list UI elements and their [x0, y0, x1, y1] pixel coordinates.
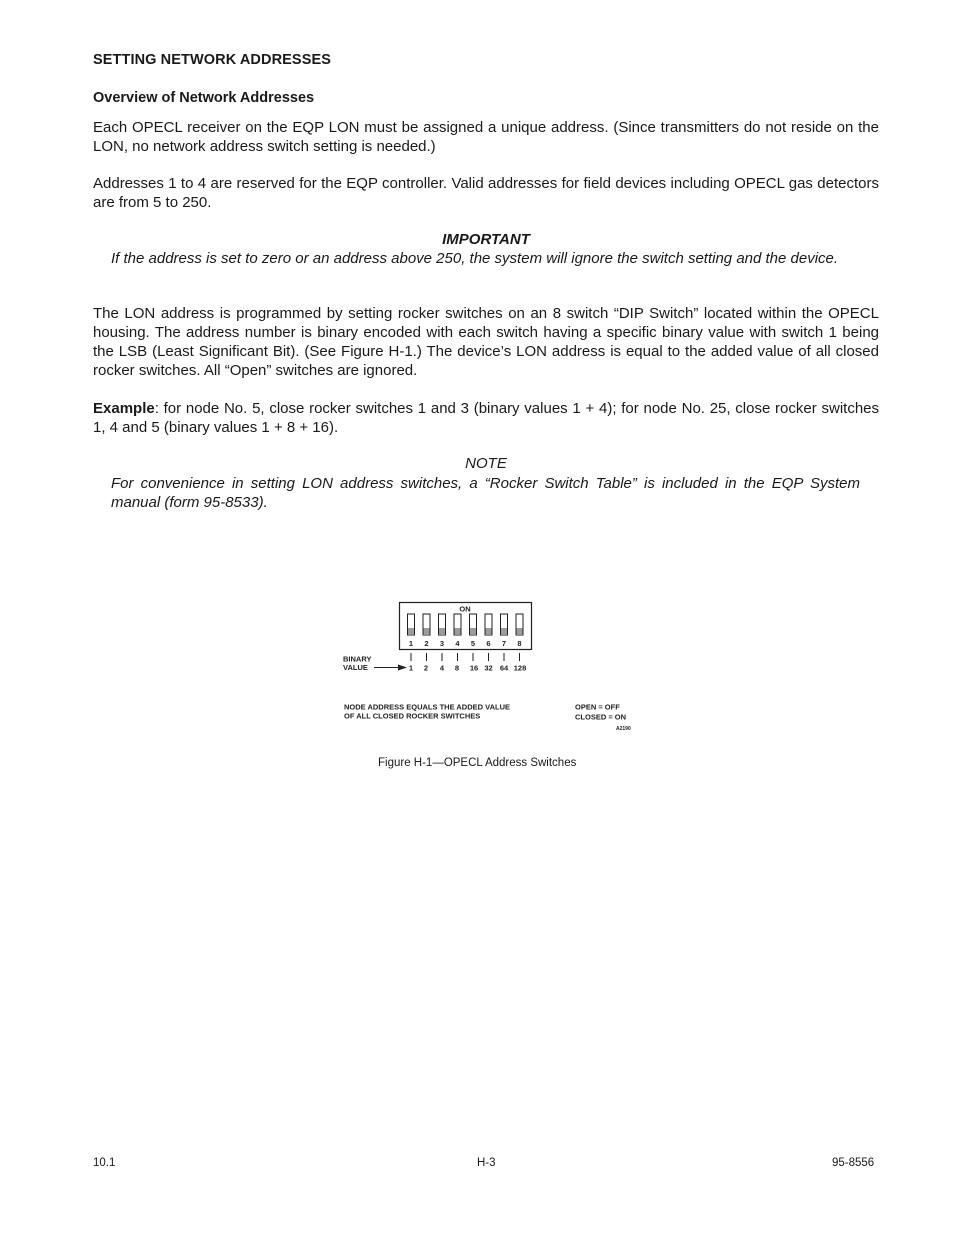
rocker-switch-4 [454, 614, 461, 635]
binary-value-4: 4 [439, 663, 445, 673]
rocker-switch-group [408, 614, 524, 635]
section-heading: SETTING NETWORK ADDRESSES [93, 52, 332, 68]
switch-number-2: 2 [424, 639, 429, 648]
note-title: NOTE [465, 455, 507, 472]
on-label: ON [459, 604, 471, 614]
binary-label-line2: VALUE [343, 663, 368, 672]
important-title: IMPORTANT [442, 231, 530, 248]
rocker-switch-6 [485, 614, 492, 635]
switch-number-5: 5 [470, 639, 476, 648]
paragraph-unique-address: Each OPECL receiver on the EQP LON must be assigned a unique address. (Since transmitters do not reside on the LON, no network address switch setting is needed.) [93, 119, 879, 155]
paragraph-reserved-addresses: Addresses 1 to 4 are reserved for the EQP controller. Valid addresses for field devices including OPECL gas detectors are from 5 to 250. [93, 175, 879, 211]
node-note-line1: NODE ADDRESS EQUALS THE ADDED VALUE [344, 702, 510, 712]
note-body: For convenience in setting LON address switches, a “Rocker Switch Table” is included in the EQP System manual (form 95-8533). [111, 475, 860, 511]
switch-number-group [409, 639, 522, 648]
binary-value-32: 32 [484, 663, 493, 673]
example-label: Example [93, 400, 155, 417]
rocker-switch-5 [470, 614, 477, 635]
rocker-switch-1 [408, 614, 415, 635]
binary-value-group [409, 664, 526, 673]
paragraph-lon-programming: The LON address is programmed by setting rocker switches on an 8 switch “DIP Switch” located within the OPECL housing. The address number is binary encoded with each switch having a specific binary value with switch 1 being the LSB (Least Significant Bit). (See Figure H-1.) The device’s LON address is equal to the added value of all closed rocker switches. All “Open” switches are ignored. [93, 305, 879, 379]
binary-value-16: 16 [469, 663, 479, 673]
binary-value-1: 1 [408, 663, 414, 673]
switch-number-1: 1 [408, 639, 414, 648]
important-body: If the address is set to zero or an address above 250, the system will ignore the switch setting and the device. [111, 250, 839, 267]
binary-value-8: 8 [454, 663, 460, 673]
node-note-line2: OF ALL CLOSED ROCKER SWITCHES [344, 711, 481, 721]
example-text: : for node No. 5, close rocker switches 1 and 3 (binary values 1 + 4); for node No. 25, close rocker switches 1, 4 and 5 (binary values 1 + 8 + 16). [93, 400, 879, 436]
rocker-switch-2 [423, 614, 430, 635]
drawing-code: A2190 [616, 726, 631, 732]
binary-arrow-head [398, 665, 407, 671]
footer-form-number: 95-8556 [832, 1157, 875, 1169]
closed-label: CLOSED = ON [575, 712, 627, 722]
switch-number-7: 7 [501, 639, 507, 648]
footer-revision: 10.1 [93, 1157, 116, 1169]
switch-number-6: 6 [486, 639, 491, 648]
binary-tick-group [411, 653, 520, 661]
figure-caption: Figure H-1—OPECL Address Switches [378, 757, 577, 769]
binary-label-line1: BINARY [343, 654, 372, 664]
binary-value-2: 2 [423, 663, 429, 673]
binary-value-128: 128 [513, 663, 527, 673]
switch-number-3: 3 [439, 639, 445, 648]
rocker-switch-7 [501, 614, 508, 635]
switch-number-4: 4 [455, 639, 460, 648]
dip-switch-housing [400, 603, 532, 650]
footer-page-number: H-3 [477, 1157, 496, 1169]
paragraph-example [93, 399, 879, 437]
subsection-heading: Overview of Network Addresses [93, 90, 315, 106]
binary-value-64: 64 [499, 663, 509, 673]
rocker-switch-3 [439, 614, 446, 635]
rocker-switch-8 [516, 614, 523, 635]
open-label: OPEN = OFF [575, 702, 620, 712]
switch-number-8: 8 [517, 639, 522, 648]
